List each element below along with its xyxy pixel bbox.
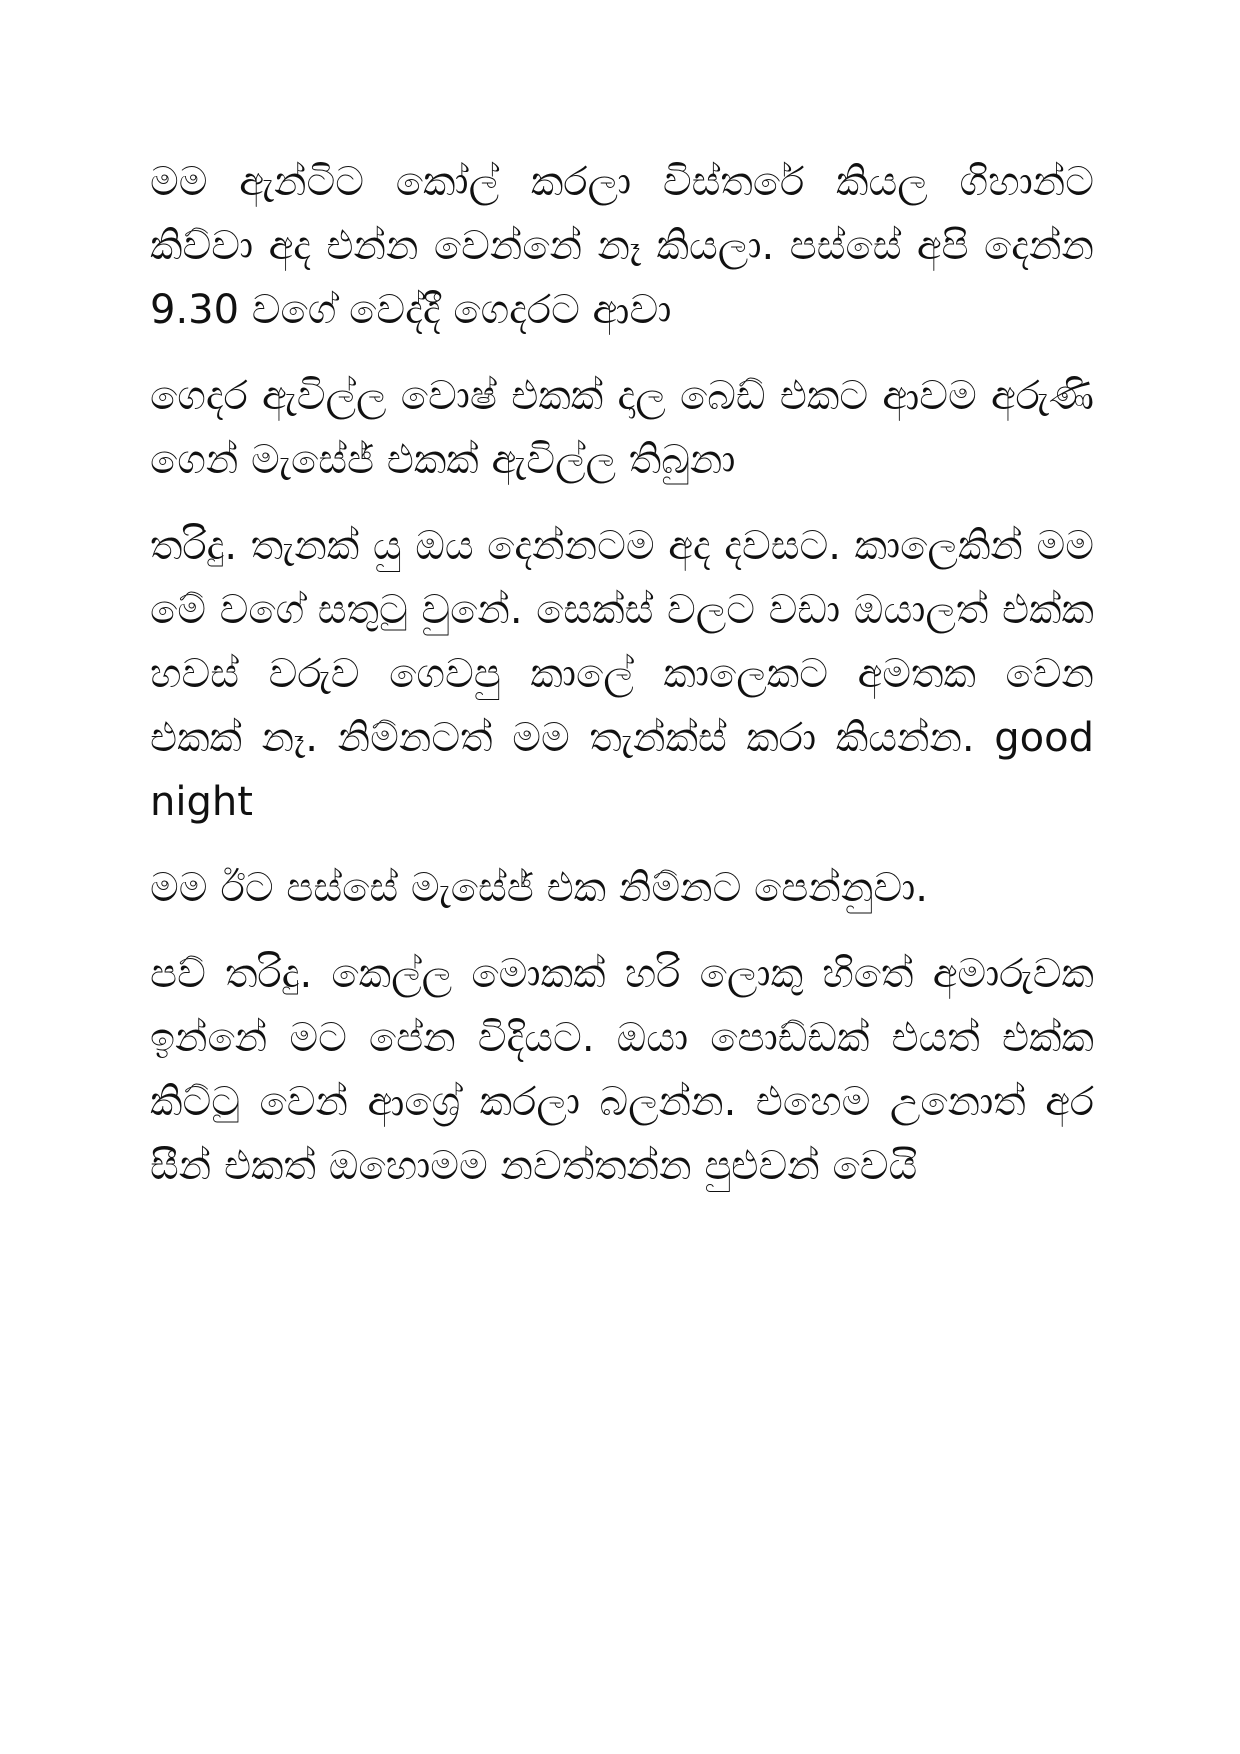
paragraph-1: මම ඇන්ටිට කෝල් කරලා විස්තරේ කියල ගිහාන්ට කිව්වා අද එන්න වෙන්නේ නෑ කියලා. පස්සේ අපි දෙන්න 9.30 වගේ වෙද්දී ගෙදරට ආවා	[150, 159, 1094, 333]
document-body	[150, 150, 1094, 1220]
paragraph-3: තරිදු. තැනක් යු ඔය දෙන්නටම අද දවසට. කාලෙකින් මම මේ වගේ සතුටු වුනේ. සෙක්ස් වලට වඩා ඔයාලත් එක්ක හවස් වරුව ගෙවපු කාලේ කාලෙකට අමතක වෙන එකක් නෑ. නිම්නටත් මම තැන්ක්ස් කරා කියන්න. good night	[150, 523, 1094, 825]
paragraph-2: ගෙදර ඇවිල්ල වොෂ් එකක් දාල බෙඩ් එකට ආවම අරුණි ගෙන් මැසේජ් එකක් ඇවිල්ල තිබුනා	[150, 373, 1094, 483]
paragraph-5: පව් තරිදු. කෙල්ල මොකක් හරි ලොකු හිතේ අමාරුවක ඉන්නේ මට පේන විදියට. ඔයා පොඩ්ඩක් එයත් එක්ක කිට්ටු වෙන් ආශ්‍රේ කරලා බලන්න. එහෙම උනොත් අර සීන් එකත් ඔහොමම නවත්තන්න පුළුවන් වෙයි	[150, 951, 1094, 1189]
paragraph-4: මම ඊට පස්සේ මැසේජ් එක නිම්නට පෙන්නුවා.	[150, 865, 928, 911]
